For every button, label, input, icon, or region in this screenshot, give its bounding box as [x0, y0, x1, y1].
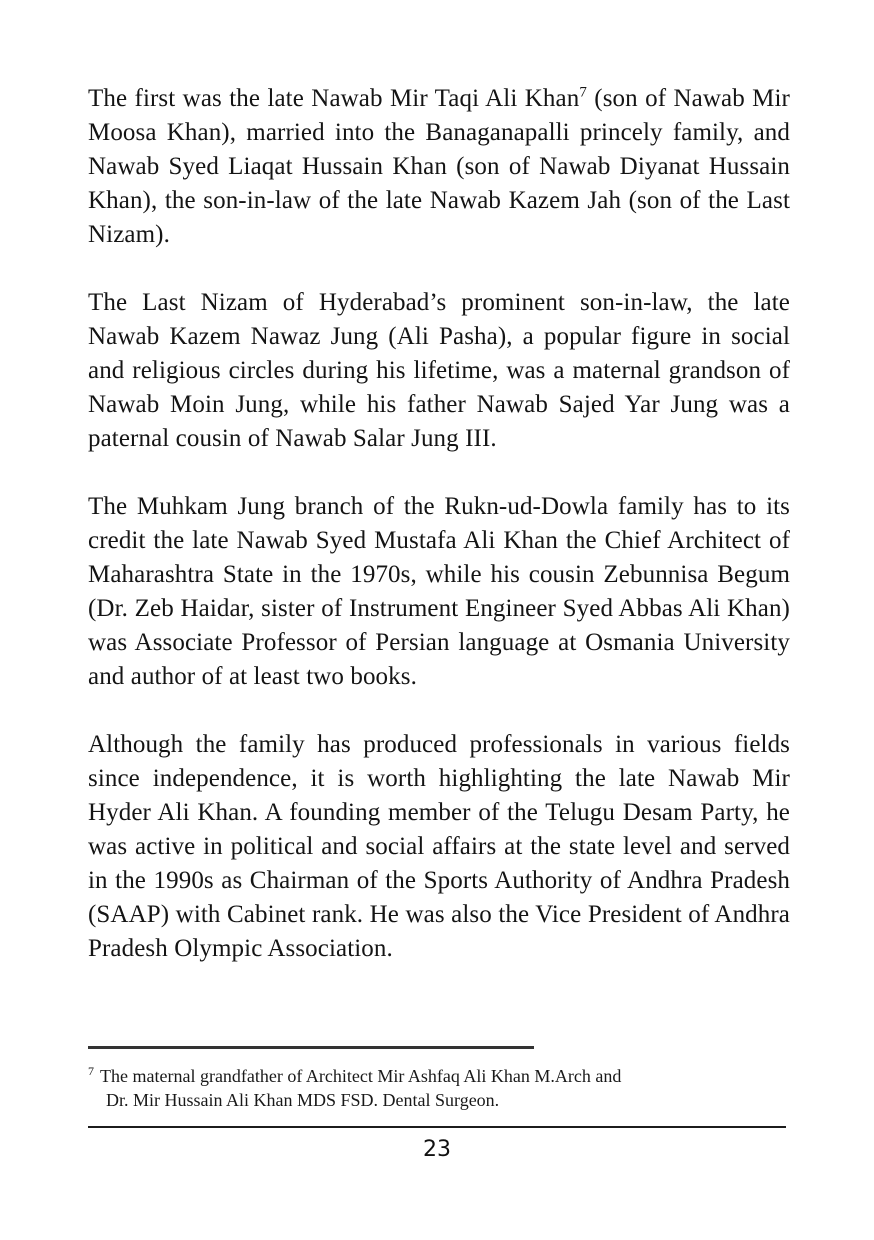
paragraph-3: The Muhkam Jung branch of the Rukn-ud-Dowla family has to its credit the late Nawab Syed Mustafa Ali Khan the Chief Architect of Maharashtra State in the 1970s, while his cousin Zebunnisa Begum (Dr. Zeb Haidar, sister of Instrument Engineer Syed Abbas Ali Khan) was Associate Professor of Persian language at Osmania University and author of at least two books. [88, 493, 790, 690]
paragraph-1-text-pre: The first was the late Nawab Mir Taqi Ali Khan [88, 85, 580, 112]
body-text [88, 82, 790, 966]
footnote [88, 1064, 626, 1112]
footnote-reference: 7 [579, 84, 587, 101]
paragraph-4: Although the family has produced professionals in various fields since independence, it is worth highlighting the late Nawab Mir Hyder Ali Khan. A founding member of the Telugu Desam Party, he was active in political and social affairs at the state level and served in the 1990s as Chairman of the Sports Authority of Andhra Pradesh (SAAP) with Cabinet rank. He was also the Vice President of Andhra Pradesh Olympic Association. [88, 731, 790, 962]
footnote-text: The maternal grandfather of Architect Mir Ashfaq Ali Khan M.Arch and Dr. Mir Hussain Ali Khan MDS FSD. Dental Surgeon. [100, 1066, 622, 1110]
paragraph-2: The Last Nizam of Hyderabad’s prominent son-in-law, the late Nawab Kazem Nawaz Jung (Ali Pasha), a popular figure in social and religious circles during his lifetime, was a maternal grandson of Nawab Moin Jung, while his father Nawab Sajed Yar Jung was a paternal cousin of Nawab Salar Jung III. [88, 289, 790, 452]
page-number: 23 [423, 1137, 451, 1162]
footnote-marker: 7 [88, 1064, 94, 1078]
footer-rule [88, 1126, 786, 1128]
paragraph-1 [88, 82, 790, 252]
paragraph-1-text-post: (son of Nawab Mir Moosa Khan), married into the Banaganapalli princely family, and Nawab Syed Liaqat Hussain Khan (son of Nawab Diyanat Hussain Khan), the son-in-law of the late Nawab Kazem Jah (son of the Last Nizam). [88, 85, 790, 248]
footnote-separator-rule [88, 1046, 534, 1049]
